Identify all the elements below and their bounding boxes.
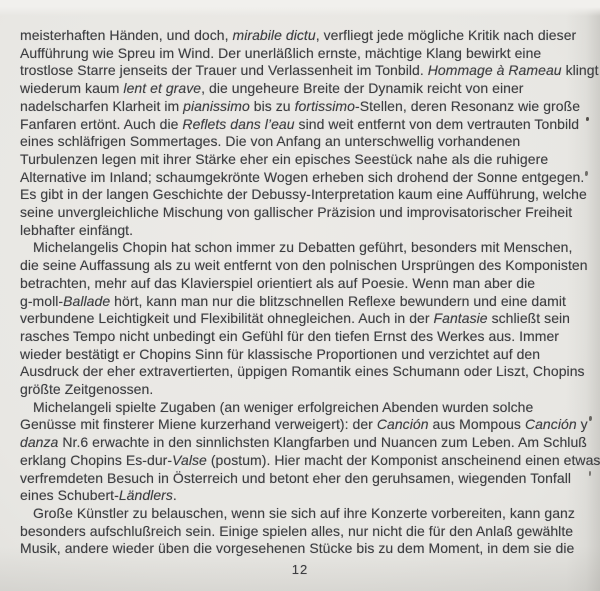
text-line	[20, 151, 582, 169]
text-segment: bis zu	[249, 97, 295, 114]
text-segment: Musik, andere wieder üben die vorgesehenen Stücke bis zu dem Moment, in dem sie die	[20, 540, 575, 557]
text-line	[20, 523, 582, 541]
text-line	[20, 363, 585, 381]
italic-text-segment: danza	[20, 434, 59, 451]
text-segment: eines schläfrigen Sommertages. Die von Anfang an unterschwellig vorhandenen	[20, 133, 521, 150]
text-segment: rasches Tempo nicht unbedingt ein Gefühl für den tiefen Ernst des Werkes aus. Immer	[20, 327, 560, 344]
text-line	[20, 239, 582, 257]
text-line	[20, 45, 582, 63]
text-segment: größte Zeitgenossen.	[20, 381, 154, 398]
scan-speck	[585, 171, 588, 176]
text-line	[20, 434, 587, 452]
text-segment: Aufführung wie Spreu im Wind. Der unerläßlich ernste, mächtige Klang bewirkt eine	[20, 44, 542, 61]
italic-text-segment: Canción	[376, 416, 429, 433]
text-segment: Michelangelis Chopin hat schon immer zu Debatten geführt, besonders mit Menschen,	[33, 239, 573, 256]
text-line	[20, 80, 582, 98]
text-segment: , verfliegt jede mögliche Kritik nach dieser	[315, 27, 577, 43]
text-line	[20, 62, 599, 80]
italic-text-segment: mirabile dictu	[232, 27, 316, 43]
text-segment: sind weit entfernt von dem vertrauten Tonbild	[294, 115, 580, 132]
text-segment: Turbulenzen legen mit ihrer Stärke eher ein episches Seestück nahe als die ruhigere	[20, 150, 549, 167]
text-segment: -Stellen, deren Resonanz wie große	[354, 97, 581, 114]
text-segment: Es gibt in der langen Geschichte der Debussy-Interpretation kaum eine Aufführung, welche	[20, 186, 587, 203]
text-line	[20, 116, 582, 134]
text-segment: besonders aufschlußreich sein. Einige spielen alles, nur nicht die für den Anlaß gewählte	[20, 522, 574, 539]
text-line	[20, 451, 600, 470]
scan-speck	[589, 471, 591, 476]
italic-text-segment: Reflets dans l’eau	[182, 115, 295, 132]
text-segment: aus Mompous	[428, 416, 525, 433]
text-line	[20, 27, 582, 45]
text-line	[20, 275, 582, 293]
italic-text-segment: pianissimo	[183, 97, 250, 114]
italic-text-segment: Ländlers	[118, 487, 173, 504]
text-segment: (postum). Hier macht der Komponist anscheinend einen etwas	[206, 451, 600, 468]
text-segment: Genüsse mit finsterer Miene kurzerhand verweigert): der	[20, 416, 377, 433]
text-segment: klingt	[561, 62, 599, 79]
text-line	[20, 293, 582, 311]
text-segment: verfremdeten Besuch in Österreich und betont eher den geruhsamen, wiegenden Tonfall	[20, 469, 572, 486]
text-line	[20, 540, 582, 558]
text-line	[20, 487, 582, 505]
text-line	[20, 168, 585, 187]
text-line	[20, 399, 582, 417]
page-number: 12	[291, 562, 309, 577]
text-line	[20, 328, 582, 346]
text-segment: wiederum kaum	[20, 80, 124, 97]
italic-text-segment: Ballade	[63, 292, 111, 309]
text-segment: Ausdruck der eher extravertierten, üppigen Romantik eines Schumann oder Liszt, Chopins	[20, 363, 585, 380]
text-segment: die seine Auffassung als zu weit entfernt von den polnischen Ursprüngen des Komponisten	[20, 257, 588, 274]
text-segment: trostlose Starre jenseits der Trauer und Verlassenheit im Tonbild.	[20, 62, 428, 79]
text-line	[20, 133, 582, 151]
scan-speck	[586, 117, 589, 121]
text-segment: seine unvergleichliche Mischung von gallischer Präzision und improvisatorischer Freiheit	[20, 204, 573, 221]
italic-text-segment: Hommage à Rameau	[427, 62, 562, 79]
text-segment: y	[576, 416, 588, 433]
text-line	[20, 222, 582, 240]
text-line	[20, 186, 587, 204]
italic-text-segment: Fantasie	[433, 310, 488, 327]
italic-text-segment: fortissimo	[294, 97, 355, 114]
text-line	[20, 470, 582, 488]
text-segment: Alternative im Inland; schaumgekrönte Wogen erheben sich drohend der Sonne entgegen.	[20, 168, 585, 185]
text-segment: lebhafter einfängt.	[20, 221, 134, 238]
text-segment: verbundene Leichtigkeit und Flexibilität ohnegleichen. Auch in der	[20, 310, 434, 327]
text-segment: .	[172, 487, 177, 504]
text-line	[20, 310, 582, 328]
text-segment: erklang Chopins Es-dur-	[20, 451, 173, 468]
text-line	[20, 416, 588, 434]
italic-text-segment: Canción	[524, 416, 577, 433]
text-segment: Große Künstler zu belauschen, wenn sie sich auf ihre Konzerte vorbereiten, kann ganz	[33, 504, 575, 521]
text-segment: , die ungeheure Breite der Dynamik reicht von einer	[201, 80, 524, 97]
text-line	[20, 257, 588, 275]
text-line	[20, 381, 582, 399]
text-segment: Nr.6 erwachte in den sinnlichsten Klangfarben und Nuancen zum Leben. Am Schluß	[58, 434, 587, 451]
text-segment: Fanfaren ertönt. Auch die	[20, 115, 183, 132]
text-segment: eines Schubert-	[20, 487, 119, 504]
text-segment: Michelangeli spielte Zugaben (an weniger erfolgreichen Abenden wurden solche	[33, 398, 534, 415]
text-segment: hört, kann man nur die blitzschnellen Reflexe bewundern und eine damit	[110, 292, 566, 309]
italic-text-segment: lent et grave	[123, 80, 202, 97]
text-segment: g-moll-	[20, 292, 64, 309]
text-segment: meisterhaften Händen, und doch,	[20, 27, 233, 43]
italic-text-segment: Valse	[172, 451, 207, 468]
body-text	[20, 27, 600, 558]
scan-speck	[589, 416, 592, 421]
text-line	[20, 505, 582, 523]
text-segment: wieder bestätigt er Chopins Sinn für klassische Proportionen und verzichtet auf den	[20, 345, 541, 362]
text-segment: schließt sein	[487, 310, 571, 327]
text-segment: betrachten, mehr auf das Klavierspiel orientiert als auf Poesie. Wenn man aber die	[20, 274, 536, 291]
text-line	[20, 98, 582, 116]
text-line	[20, 346, 582, 364]
text-line	[20, 204, 582, 222]
text-segment: nadelscharfen Klarheit im	[20, 97, 184, 114]
